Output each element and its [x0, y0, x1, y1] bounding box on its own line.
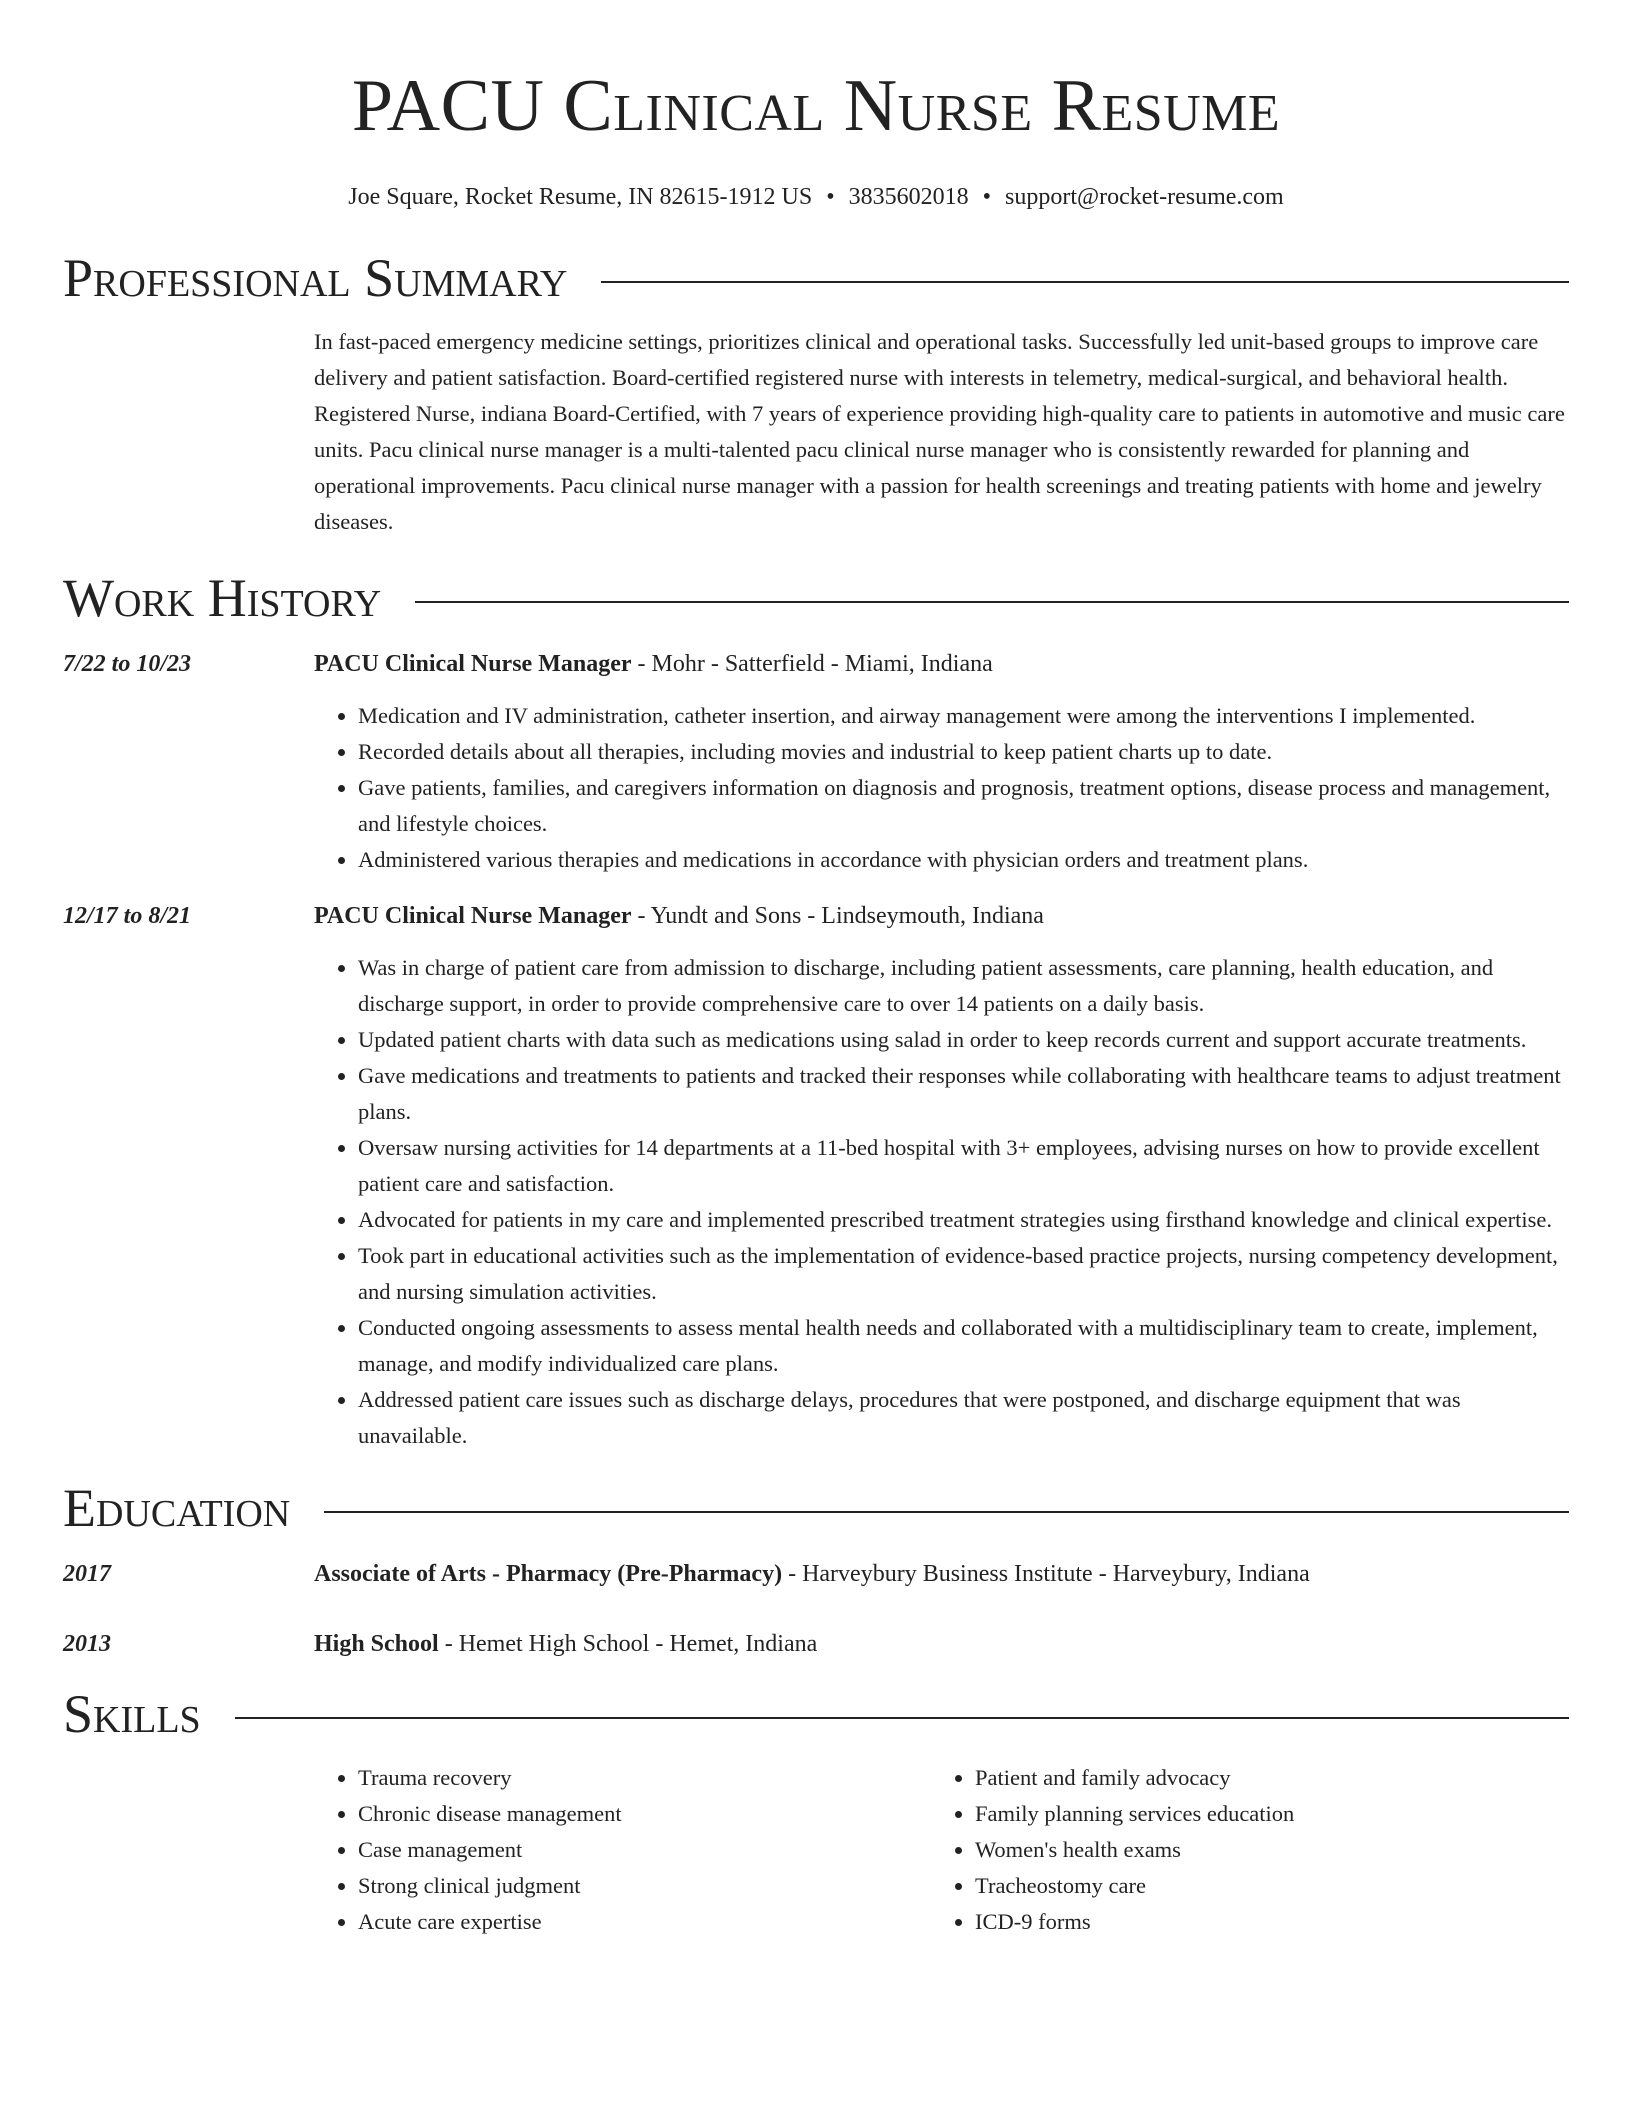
contact-separator: •	[982, 184, 992, 210]
section-divider	[601, 281, 1569, 283]
job-entry	[63, 898, 1569, 1454]
education-school: - Hemet High School - Hemet, Indiana	[438, 1631, 818, 1657]
job-header	[314, 646, 1569, 682]
list-item: • Was in charge of patient care from admission to discharge, including patient assessments, care planning, health education, and discharge support, in order to provide comprehensive care to over 14 patients on a daily basis.	[358, 950, 1569, 1022]
education-year: 2013	[63, 1631, 111, 1657]
list-item: • Took part in educational activities such as the implementation of evidence-based practice projects, nursing competency development, and nursing simulation activities.	[358, 1238, 1569, 1310]
section-divider	[235, 1717, 1569, 1719]
list-item: • ICD-9 forms	[975, 1904, 1548, 1940]
contact-address: Joe Square, Rocket Resume, IN 82615-1912 US	[348, 184, 813, 210]
section-divider	[415, 601, 1569, 603]
job-bullets	[314, 950, 1569, 1454]
education-degree: High School	[314, 1631, 439, 1657]
list-item: • Chronic disease management	[358, 1796, 931, 1832]
contact-separator: •	[826, 184, 835, 210]
job-employer: - Mohr - Satterfield - Miami, Indiana	[631, 651, 993, 677]
job-title: PACU Clinical Nurse Manager	[314, 903, 632, 929]
list-item: • Oversaw nursing activities for 14 departments at a 11-bed hospital with 3+ employees, advising nurses on how to provide excellent patient care and satisfaction.	[358, 1130, 1569, 1202]
summary-heading: Professional Summary	[63, 248, 568, 308]
job-employer: - Yundt and Sons - Lindseymouth, Indiana	[631, 903, 1044, 929]
job-title: PACU Clinical Nurse Manager	[314, 651, 632, 677]
education-entry	[63, 1626, 1569, 1662]
list-item: • Women's health exams	[975, 1832, 1548, 1868]
skills-heading: Skills	[63, 1684, 201, 1744]
education-school: - Harveybury Business Institute - Harveybury, Indiana	[782, 1561, 1310, 1587]
list-item: • Conducted ongoing assessments to assess mental health needs and collaborated with a multidisciplinary team to create, implement, manage, and modify individualized care plans.	[358, 1310, 1569, 1382]
job-entry	[63, 646, 1569, 878]
section-divider	[324, 1511, 1569, 1513]
list-item: • Updated patient charts with data such as medications using salad in order to keep records current and support accurate treatments.	[358, 1022, 1569, 1058]
education-section-header	[63, 1476, 1569, 1540]
education-heading: Education	[63, 1478, 291, 1538]
job-header	[314, 898, 1569, 934]
job-bullets	[314, 698, 1569, 878]
list-item: • Tracheostomy care	[975, 1868, 1548, 1904]
contact-line	[63, 182, 1569, 212]
list-item: • Patient and family advocacy	[975, 1760, 1548, 1796]
skills-list-right	[931, 1760, 1548, 1940]
summary-text: In fast-paced emergency medicine settings, prioritizes clinical and operational tasks. Successfully led unit-based groups to improve care delivery and patient satisfaction. Board-certified registered nurse with interests in telemetry, medical-surgical, and behavioral health. Registered Nurse, indiana Board-Certified, with 7 years of experience providing high-quality care to patients in automotive and music care units. Pacu clinical nurse manager is a multi-talented pacu clinical nurse manager who is consistently rewarded for planning and operational improvements. Pacu clinical nurse manager with a passion for health screenings and treating patients with home and jewelry diseases.	[314, 329, 1565, 534]
job-dates: 12/17 to 8/21	[63, 903, 192, 929]
skills-columns	[314, 1760, 1569, 1940]
contact-phone: 3835602018	[848, 184, 969, 210]
list-item: • Medication and IV administration, catheter insertion, and airway management were among the interventions I implemented.	[358, 698, 1569, 734]
work-heading: Work History	[63, 568, 382, 628]
list-item: • Acute care expertise	[358, 1904, 931, 1940]
list-item: • Addressed patient care issues such as discharge delays, procedures that were postponed, and discharge equipment that was unavailable.	[358, 1382, 1569, 1454]
skills-list-left	[314, 1760, 931, 1940]
list-item: • Case management	[358, 1832, 931, 1868]
list-item: • Administered various therapies and medications in accordance with physician orders and treatment plans.	[358, 842, 1569, 878]
education-year: 2017	[63, 1561, 111, 1587]
list-item: • Family planning services education	[975, 1796, 1548, 1832]
list-item: • Advocated for patients in my care and implemented prescribed treatment strategies using firsthand knowledge and clinical expertise.	[358, 1202, 1569, 1238]
work-section-header	[63, 566, 1569, 630]
list-item: • Strong clinical judgment	[358, 1868, 931, 1904]
education-header	[314, 1556, 1310, 1592]
skills-section-header	[63, 1682, 1569, 1746]
resume-title: PACU Clinical Nurse Resume	[351, 65, 1281, 147]
summary-section-header	[63, 246, 1569, 310]
list-item: • Trauma recovery	[358, 1760, 931, 1796]
education-degree: Associate of Arts - Pharmacy (Pre-Pharmacy)	[314, 1561, 783, 1587]
contact-email[interactable]: support@rocket-resume.com	[1005, 184, 1284, 210]
education-entry	[63, 1556, 1569, 1592]
list-item: • Recorded details about all therapies, including movies and industrial to keep patient charts up to date.	[358, 734, 1569, 770]
job-dates: 7/22 to 10/23	[63, 651, 192, 677]
list-item: • Gave patients, families, and caregivers information on diagnosis and prognosis, treatment options, disease process and management, and lifestyle choices.	[358, 770, 1569, 842]
list-item: • Gave medications and treatments to patients and tracked their responses while collaborating with healthcare teams to adjust treatment plans.	[358, 1058, 1569, 1130]
education-header	[314, 1626, 817, 1662]
